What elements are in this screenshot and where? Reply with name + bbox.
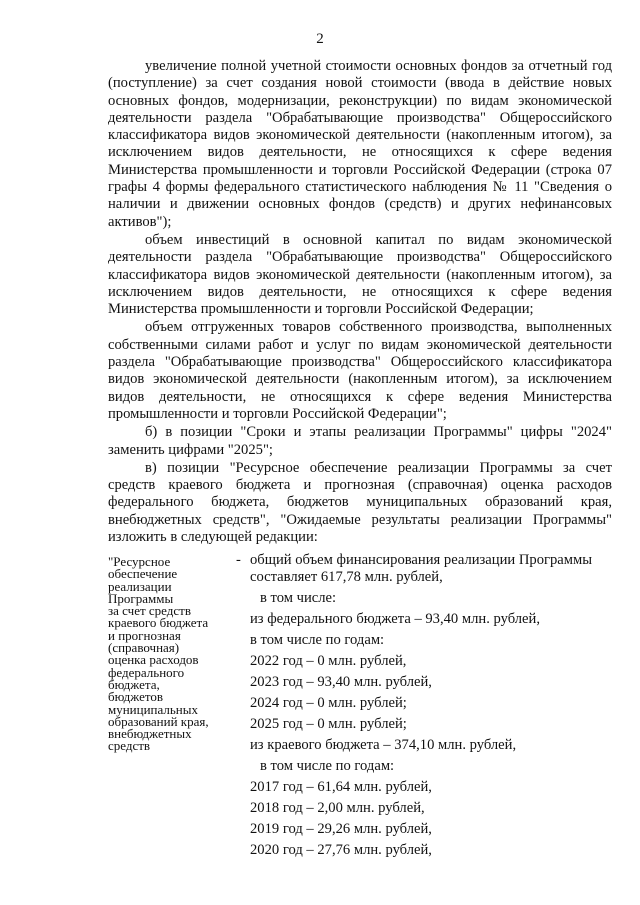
value-line: 2025 год – 0 млн. рублей; <box>250 716 407 732</box>
value-line: из краевого бюджета – 374,10 млн. рублей, <box>250 737 517 753</box>
label-line: Программы <box>108 590 174 606</box>
paragraph-item-b: б) в позиции "Сроки и этапы реализации Программы" цифры "2024" заменить цифрами "2025"; <box>108 424 612 458</box>
paragraph-fixed-assets: увеличение полной учетной стоимости основных фондов за отчетный год (поступление) за счет создания новой стоимости (ввода в действие новых основных фондов, модернизации, реконструкции) по видам экономической деятельности раздела "Обрабатывающие производства" Общероссийского классификатора видов экономической деятельности (накопленным итогом), за исключением видов деятельности, не относящихся к сфере ведения Министерства промышленности и торговли Российской Федерации (строка 07 графы 4 формы федерального статистического наблюдения № 11 "Сведения о наличии и движении основных фондов (средств) и других нефинансовых активов"); <box>108 58 612 230</box>
label-line: реализации <box>108 578 172 594</box>
label-line: образований края, <box>108 713 209 729</box>
label-line: и прогнозная <box>108 627 181 643</box>
value-line: из федерального бюджета – 93,40 млн. рублей, <box>250 611 540 627</box>
label-line: за счет средств <box>108 603 191 619</box>
document-body <box>108 58 612 547</box>
total-financing: общий объем финансирования реализации Программы составляет 617,78 млн. рублей, <box>250 552 593 585</box>
label-line: (справочная) <box>108 640 180 656</box>
resource-label <box>108 556 230 753</box>
value-line: 2017 год – 61,64 млн. рублей, <box>250 779 432 795</box>
value-line: 2022 год – 0 млн. рублей, <box>250 653 407 669</box>
value-line: 2019 год – 29,26 млн. рублей, <box>250 821 432 837</box>
label-line: краевого бюджета <box>108 615 209 631</box>
label-line: бюджета, <box>108 676 160 692</box>
page-number: 2 <box>316 31 324 47</box>
label-line: внебюджетных <box>108 726 192 742</box>
label-line: бюджетов <box>108 689 164 705</box>
separator-dash: - <box>236 552 241 568</box>
paragraph-item-v: в) позиции "Ресурсное обеспечение реализации Программы за счет средств краевого бюджета и прогнозная (справочная) оценка расходов федерального бюджета, бюджетов муниципальных образований края, внебюджетных средств", "Ожидаемые результаты реализации Программы" изложить в следующей редакции: <box>108 459 612 546</box>
value-line: 2024 год – 0 млн. рублей; <box>250 695 407 711</box>
value-line: в том числе по годам: <box>260 758 395 774</box>
value-line: 2023 год – 93,40 млн. рублей, <box>250 674 432 690</box>
label-line: федерального <box>108 664 185 680</box>
resource-values <box>250 552 620 863</box>
label-line: оценка расходов <box>108 652 199 668</box>
label-line: "Ресурсное <box>108 554 171 569</box>
value-line: 2020 год – 27,76 млн. рублей, <box>250 842 432 858</box>
value-line: 2018 год – 2,00 млн. рублей, <box>250 800 425 816</box>
paragraph-shipped-goods: объем отгруженных товаров собственного производства, выполненных собственными силами работ и услуг по видам экономической деятельности раздела "Обрабатывающие производства" Общероссийского классификатора видов экономической деятельности (накопленным итогом), за исключением видов деятельности, не относящихся к сфере ведения Министерства промышленности и торговли Российской Федерации"; <box>108 319 612 422</box>
value-line: в том числе: <box>260 590 337 606</box>
label-line: обеспечение <box>108 566 178 582</box>
label-line: муниципальных <box>108 701 199 717</box>
label-line: средств <box>108 738 151 754</box>
value-line: в том числе по годам: <box>250 632 385 648</box>
paragraph-investments: объем инвестиций в основной капитал по видам экономической деятельности раздела "Обрабатывающие производства" Общероссийского классификатора видов экономической деятельности (накопленным итогом), за исключением видов деятельности, не относящихся к сфере ведения Министерства промышленности и торговли Российской Федерации; <box>108 231 612 318</box>
